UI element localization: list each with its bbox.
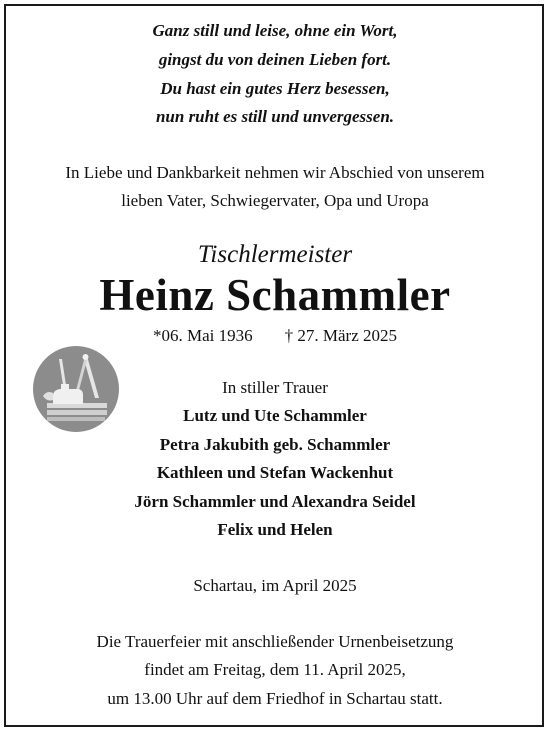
mourner-4: Jörn Schammler und Alexandra Seidel <box>134 492 416 511</box>
mourner-2: Petra Jakubith geb. Schammler <box>159 435 391 454</box>
poem-line-4: nun ruht es still und unvergessen. <box>155 107 395 126</box>
deceased-name: Heinz Schammler <box>99 270 451 320</box>
mourner-3: Kathleen und Stefan Wackenhut <box>156 463 394 482</box>
mourner-5: Felix und Helen <box>217 520 333 539</box>
birth-date: *06. Mai 1936 <box>152 326 253 345</box>
life-dates <box>0 327 550 344</box>
service-line-2: findet am Freitag, dem 11. April 2025, <box>144 660 406 679</box>
intro-line-1: In Liebe und Dankbarkeit nehmen wir Abschied von unserem <box>65 163 485 182</box>
intro-line-2: lieben Vater, Schwiegervater, Opa und Uropa <box>121 191 429 210</box>
poem-line-2: gingst du von deinen Lieben fort. <box>158 50 392 69</box>
mourner-1: Lutz und Ute Schammler <box>183 406 367 425</box>
death-date: † 27. März 2025 <box>284 326 397 345</box>
deceased-profession: Tischlermeister <box>197 241 353 268</box>
mourners-title: In stiller Trauer <box>222 378 328 397</box>
service-line-3: um 13.00 Uhr auf dem Friedhof in Schartau statt. <box>107 689 443 708</box>
poem-line-1: Ganz still und leise, ohne ein Wort, <box>152 21 398 40</box>
poem-line-3: Du hast ein gutes Herz besessen, <box>160 79 390 98</box>
place-date: Schartau, im April 2025 <box>193 576 357 595</box>
service-line-1: Die Trauerfeier mit anschließender Urnenbeisetzung <box>96 632 454 651</box>
